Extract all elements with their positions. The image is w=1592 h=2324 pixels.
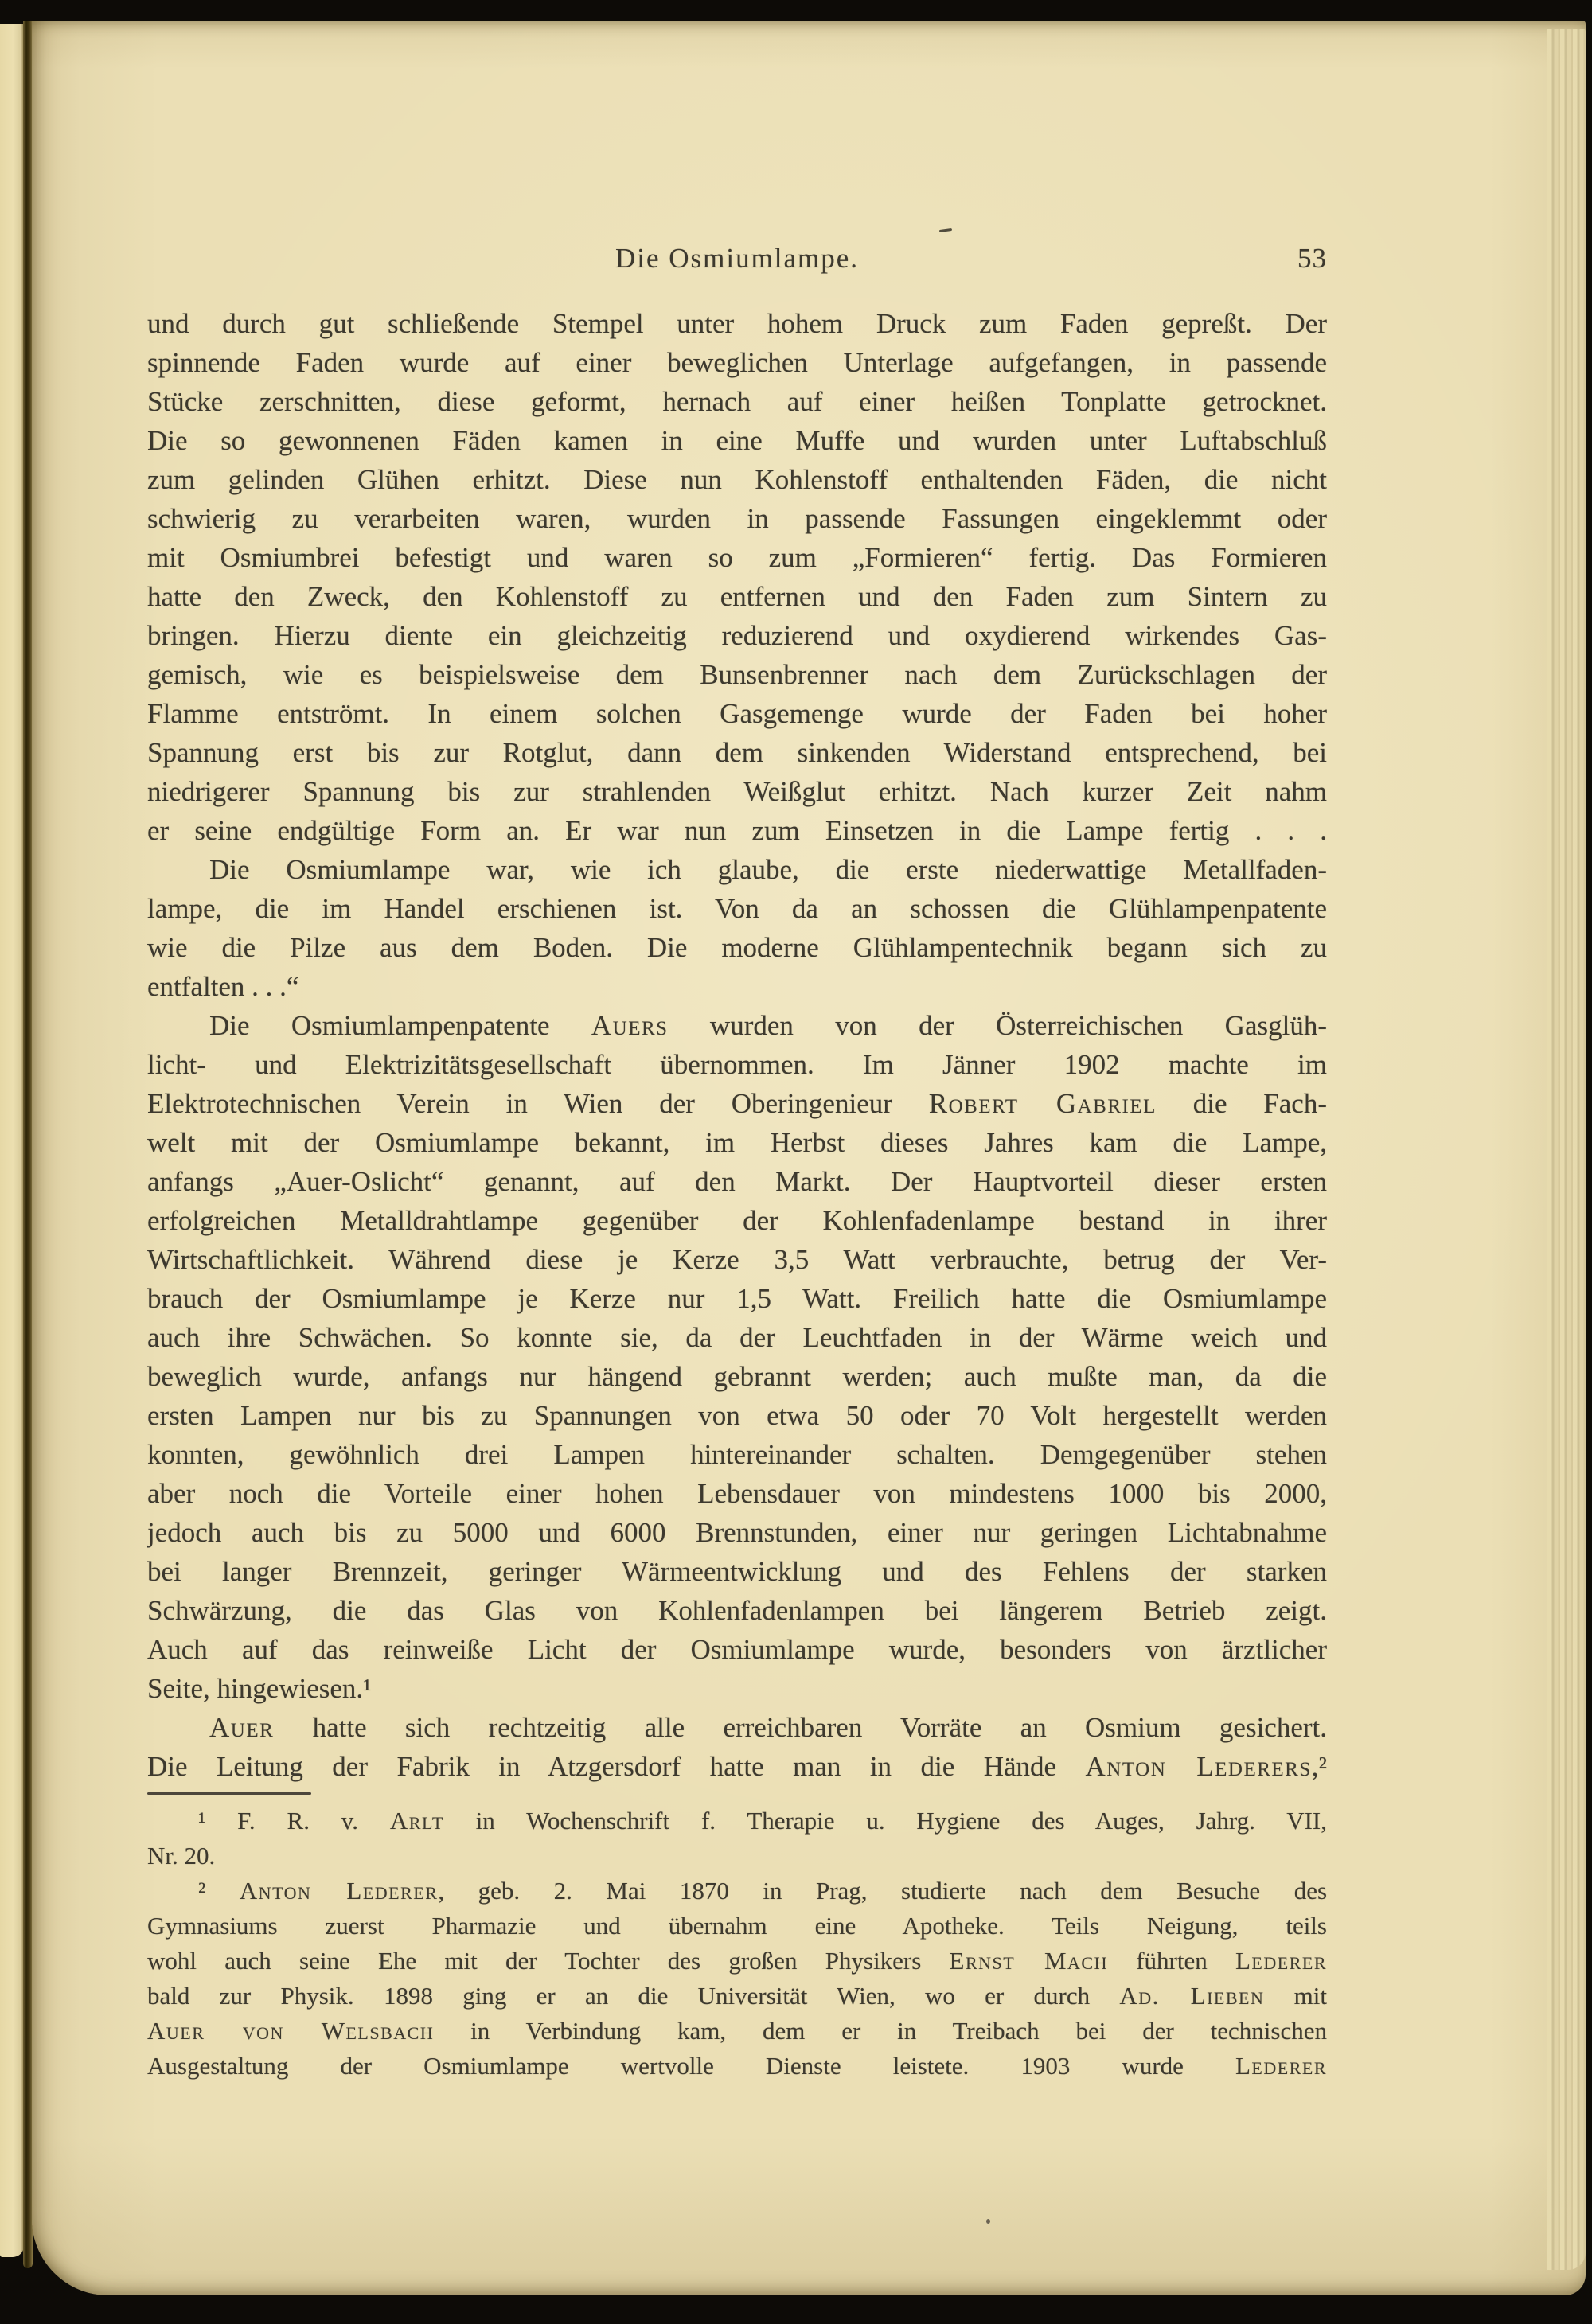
body-line: anfangs „Auer-Oslicht“ genannt, auf den Markt. Der Hauptvorteil dieser ersten	[147, 1166, 1327, 1197]
body-line: Die Osmiumlampenpatente Auers wurden von der Österreichischen Gasglüh-	[209, 1010, 1327, 1041]
book-page	[32, 21, 1586, 2295]
scan-speck	[939, 228, 952, 232]
body-line: beweglich wurde, anfangs nur hängend gebrannt werden; auch mußte man, da die	[147, 1361, 1327, 1392]
body-line: Wirtschaftlichkeit. Während diese je Kerze 3,5 Watt verbrauchte, betrug der Ver-	[147, 1244, 1327, 1275]
small-caps-name: Lederer	[1235, 2052, 1327, 2080]
body-line: Schwärzung, die das Glas von Kohlenfadenlampen bei längerem Betrieb zeigt.	[147, 1595, 1327, 1626]
footnote-line: Ausgestaltung der Osmiumlampe wertvolle Dienste leistete. 1903 wurde Lederer	[147, 2052, 1327, 2080]
page-number: 53	[1297, 243, 1327, 274]
body-line: er seine endgültige Form an. Er war nun zum Einsetzen in die Lampe fertig . . .	[147, 815, 1327, 846]
body-line: Auer hatte sich rechtzeitig alle erreichbaren Vorräte an Osmium gesichert.	[209, 1712, 1327, 1743]
small-caps-name: Anton Lederer	[239, 1877, 439, 1905]
body-line: erfolgreichen Metalldrahtlampe gegenüber der Kohlenfadenlampe bestand in ihrer	[147, 1205, 1327, 1236]
body-line: hatte den Zweck, den Kohlenstoff zu entfernen und den Faden zum Sintern zu	[147, 581, 1327, 612]
small-caps-name: Arlt	[389, 1807, 444, 1835]
footnote-separator	[147, 1792, 311, 1795]
body-line: spinnende Faden wurde auf einer beweglichen Unterlage aufgefangen, in passende	[147, 347, 1327, 378]
body-line: Die Leitung der Fabrik in Atzgersdorf hatte man in die Hände Anton Lederers,²	[147, 1751, 1327, 1782]
scan-speck	[986, 2219, 990, 2224]
body-line: und durch gut schließende Stempel unter hohem Druck zum Faden gepreßt. Der	[147, 308, 1327, 339]
body-line: brauch der Osmiumlampe je Kerze nur 1,5 Watt. Freilich hatte die Osmiumlampe	[147, 1283, 1327, 1314]
body-line: niedrigerer Spannung bis zur strahlenden Weißglut erhitzt. Nach kurzer Zeit nahm	[147, 776, 1327, 807]
previous-page-edge	[0, 24, 24, 2257]
body-line: Flamme entströmt. In einem solchen Gasgemenge wurde der Faden bei hoher	[147, 698, 1327, 729]
footnote-line: Auer von Welsbach in Verbindung kam, dem er in Treibach bei der technischen	[147, 2017, 1327, 2045]
body-line: licht- und Elektrizitätsgesellschaft übernommen. Im Jänner 1902 machte im	[147, 1049, 1327, 1080]
body-text	[147, 304, 1327, 1786]
body-line: entfalten . . .“	[147, 971, 299, 1002]
body-line: Seite, hingewiesen.¹	[147, 1673, 372, 1704]
body-line: ersten Lampen nur bis zu Spannungen von etwa 50 oder 70 Volt hergestellt werden	[147, 1400, 1327, 1431]
body-line: schwierig zu verarbeiten waren, wurden in passende Fassungen eingeklemmt oder	[147, 503, 1327, 534]
body-line: aber noch die Vorteile einer hohen Lebensdauer von mindestens 1000 bis 2000,	[147, 1478, 1327, 1509]
running-header	[147, 240, 1327, 277]
footnote-line: ¹ F. R. v. Arlt in Wochenschrift f. Therapie u. Hygiene des Auges, Jahrg. VII,	[198, 1807, 1327, 1835]
body-line: gemisch, wie es beispielsweise dem Bunsenbrenner nach dem Zurückschlagen der	[147, 659, 1327, 690]
body-line: bringen. Hierzu diente ein gleichzeitig reduzierend und oxydierend wirkendes Gas-	[147, 620, 1327, 651]
body-line: wie die Pilze aus dem Boden. Die moderne Glühlampentechnik begann sich zu	[147, 932, 1327, 963]
body-line: Die Osmiumlampe war, wie ich glaube, die erste niederwattige Metallfaden-	[209, 854, 1327, 885]
body-line: Die so gewonnenen Fäden kamen in eine Muffe und wurden unter Luftabschluß	[147, 425, 1327, 456]
footnote-line: Nr. 20.	[147, 1842, 216, 1870]
small-caps-name: Auer	[209, 1712, 275, 1743]
small-caps-name: Ad. Lieben	[1119, 1982, 1265, 2010]
body-line: Stücke zerschnitten, diese geformt, hernach auf einer heißen Tonplatte getrocknet.	[147, 386, 1327, 417]
small-caps-name: Robert Gabriel	[928, 1088, 1157, 1119]
body-line: Auch auf das reinweiße Licht der Osmiumlampe wurde, besonders von ärztlicher	[147, 1634, 1327, 1665]
page-edge-stack	[1547, 29, 1586, 2270]
small-caps-name: Auer von Welsbach	[147, 2017, 435, 2045]
footnote-line: wohl auch seine Ehe mit der Tochter des großen Physikers Ernst Mach führten Lederer	[147, 1947, 1327, 1975]
footnotes	[147, 1803, 1327, 2084]
body-line: bei langer Brennzeit, geringer Wärmeentwicklung und des Fehlens der starken	[147, 1556, 1327, 1587]
body-line: welt mit der Osmiumlampe bekannt, im Herbst dieses Jahres kam die Lampe,	[147, 1127, 1327, 1158]
small-caps-name: Anton Lederers	[1085, 1751, 1312, 1782]
small-caps-name: Lederer	[1235, 1947, 1327, 1975]
body-line: zum gelinden Glühen erhitzt. Diese nun Kohlenstoff enthaltenden Fäden, die nicht	[147, 464, 1327, 495]
small-caps-name: Ernst Mach	[949, 1947, 1108, 1975]
body-line: jedoch auch bis zu 5000 und 6000 Brennstunden, einer nur geringen Lichtabnahme	[147, 1517, 1327, 1548]
body-line: mit Osmiumbrei befestigt und waren so zum „Formieren“ fertig. Das Formieren	[147, 542, 1327, 573]
body-line: lampe, die im Handel erschienen ist. Von da an schossen die Glühlampenpatente	[147, 893, 1327, 924]
small-caps-name: Auers	[591, 1010, 669, 1041]
running-header-title: Die Osmiumlampe.	[615, 243, 860, 274]
footnote-line: bald zur Physik. 1898 ging er an die Universität Wien, wo er durch Ad. Lieben mit	[147, 1982, 1327, 2010]
footnote-line: Gymnasiums zuerst Pharmazie und übernahm eine Apotheke. Teils Neigung, teils	[147, 1912, 1327, 1940]
footnote-line: ² Anton Lederer, geb. 2. Mai 1870 in Prag, studierte nach dem Besuche des	[198, 1877, 1327, 1905]
body-line: auch ihre Schwächen. So konnte sie, da der Leuchtfaden in der Wärme weich und	[147, 1322, 1327, 1353]
body-line: Elektrotechnischen Verein in Wien der Oberingenieur Robert Gabriel die Fach-	[147, 1088, 1327, 1119]
body-line: Spannung erst bis zur Rotglut, dann dem sinkenden Widerstand entsprechend, bei	[147, 737, 1327, 768]
body-line: konnten, gewöhnlich drei Lampen hintereinander schalten. Demgegenüber stehen	[147, 1439, 1327, 1470]
